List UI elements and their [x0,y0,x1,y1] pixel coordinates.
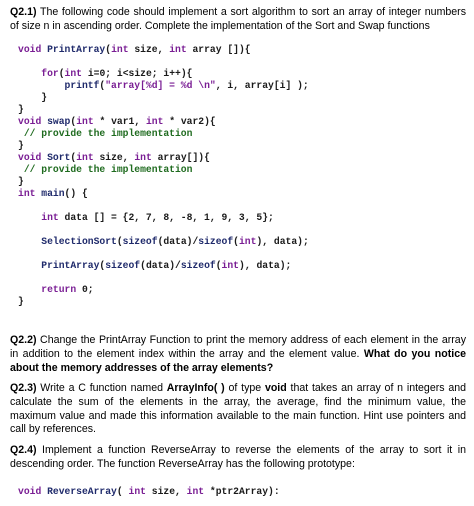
code-line: int main() { [18,188,88,199]
question-text: The following code should implement a sort algorithm to sort an array of integer numbers of size n in ascending order. Complete the implementation of the Sort and Swap functions [10,6,466,32]
question-text: that takes an array of n integers and calculate the sum of the elements in the array, the average, find the minimum value, the maximum value and made this information available to the main function. Hint use pointers and call by references. [10,382,466,436]
type-name: void [264,382,287,394]
question-2-4 [10,444,466,472]
function-name: ArrayInfo( ) [166,382,225,394]
question-text: Write a C function named [36,382,167,394]
code-line: } [18,104,24,115]
question-label: Q2.2) [10,334,37,346]
code-line: } [18,140,24,151]
code-block-sort [18,44,309,308]
code-line: printf("array[%d] = %d \n", i, array[i] ); [64,80,309,91]
code-line: int data [] = {2, 7, 8, -8, 1, 9, 3, 5}; [41,212,274,223]
code-line: void Sort(int size, int array[]){ [18,152,210,163]
question-text: of type [224,382,265,394]
code-line: SelectionSort(sizeof(data)/sizeof(int), data); [41,236,309,247]
code-line: // provide the implementation [18,128,193,139]
code-line: void PrintArray(int size, int array []){ [18,44,251,55]
question-label: Q2.1) [10,6,37,18]
code-line: } [18,176,24,187]
code-line: } [18,296,24,307]
code-line: } [18,92,48,103]
code-line-reverse-array: void ReverseArray( int size, int *ptr2Array): [18,486,280,497]
question-text: Implement a function ReverseArray to reverse the elements of the array to sort it in descending order. The function ReverseArray has the following prototype: [10,444,466,470]
question-label: Q2.4) [10,444,37,456]
question-label: Q2.3) [10,382,37,394]
question-bold-text: What do you notice about the memory addresses of the array elements? [10,347,466,374]
code-line: for(int i=0; i<size; i++){ [41,68,193,79]
question-2-3 [10,382,466,437]
code-line: return 0; [41,284,94,295]
question-2-1 [10,6,466,34]
question-2-2 [10,334,466,375]
code-line: // provide the implementation [18,164,193,175]
code-line: PrintArray(sizeof(data)/sizeof(int), data); [41,260,292,271]
code-line: void swap(int * var1, int * var2){ [18,116,216,127]
question-text: Change the PrintArray Function to print the memory address of each element in the array in addition to the element index within the array and the element value. [10,334,466,360]
